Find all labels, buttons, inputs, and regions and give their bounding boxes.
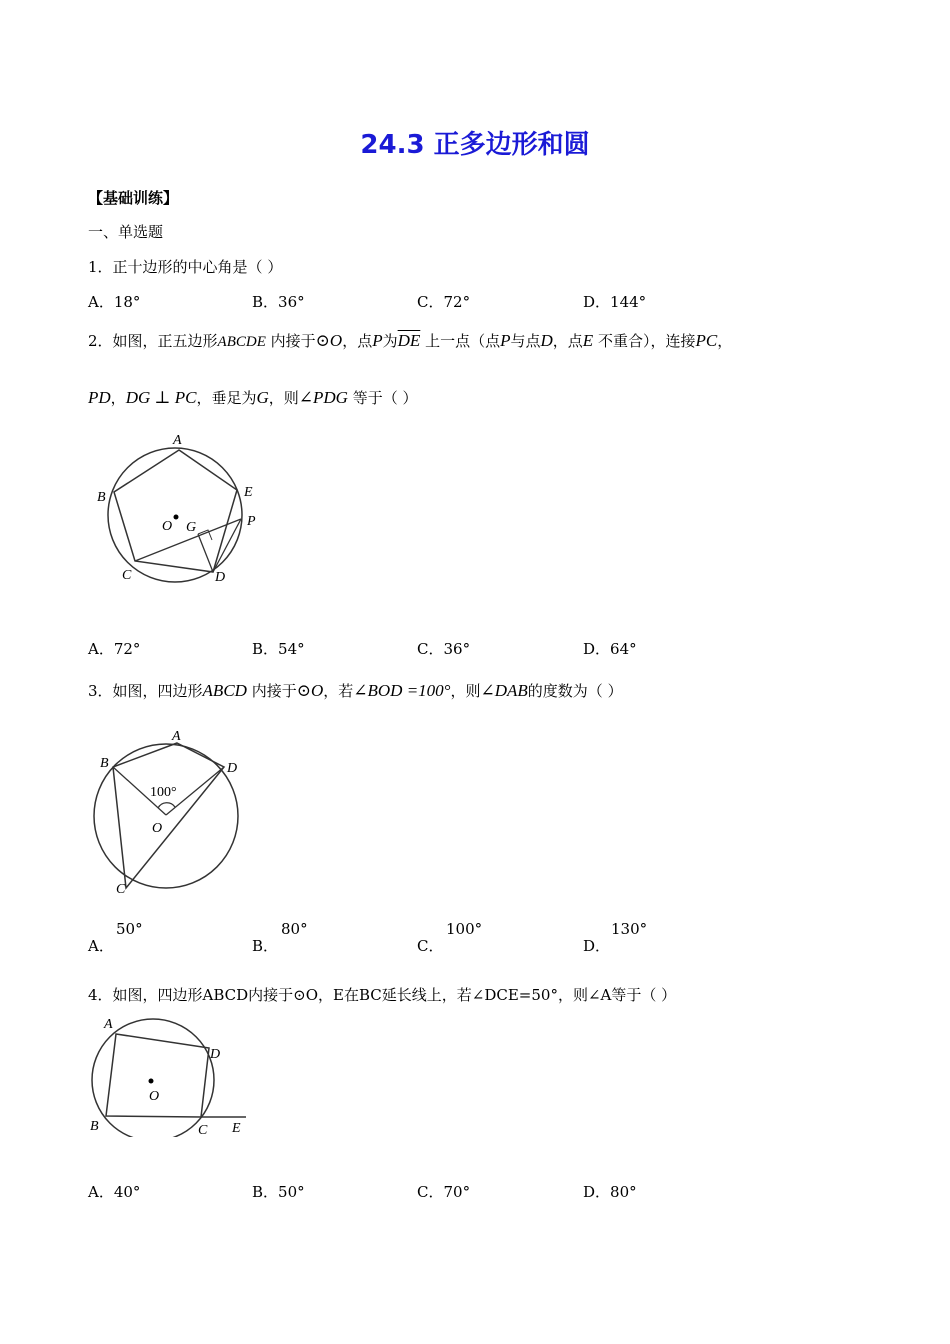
q4-label-a: A <box>104 1017 113 1032</box>
section-heading: 【基础训练】 <box>88 189 179 207</box>
q2-text: ，垂足为 <box>196 389 257 407</box>
q2-math: P <box>500 331 511 350</box>
q2-label-c: C <box>122 568 132 583</box>
q2-arc-math: $\overline{DE}$ <box>397 331 421 350</box>
q4-label-e: E <box>232 1121 241 1136</box>
q3-angle-label: 100° <box>150 785 177 800</box>
q2-math: ∠PDG <box>298 388 348 407</box>
q3-label-b: B <box>100 756 109 771</box>
q2-option-b: B．54° <box>252 640 305 658</box>
q2-label-p: P <box>247 514 256 529</box>
q2-label-o: O <box>162 519 173 534</box>
q4-label-b: B <box>90 1119 99 1134</box>
q3-angle-arc <box>158 803 175 808</box>
q3-option-a-letter: A． <box>88 937 114 955</box>
question-2-line-2 <box>88 387 418 408</box>
q3-label-a: A <box>172 729 181 744</box>
q2-text: 为 <box>382 332 398 350</box>
question-4-stem: 4．如图，四边形ABCD内接于⊙O，E在BC延长线上，若∠DCE=50°，则∠A等于（ ） <box>88 986 677 1004</box>
q2-math: PD <box>88 388 111 407</box>
q2-figure <box>92 430 272 590</box>
q4-option-c: C．70° <box>417 1183 471 1201</box>
q2-math: ABCDE <box>217 334 266 350</box>
q2-segment-dg <box>198 534 213 572</box>
q2-text: 不重合），连接 <box>597 332 696 350</box>
q3-label-d: D <box>227 761 238 776</box>
q2-text: 2．如图，正五边形 <box>88 332 218 350</box>
q4-label-c: C <box>198 1123 208 1137</box>
q2-math: D <box>540 331 553 350</box>
q3-option-c-value: 100° <box>446 920 483 938</box>
q4-option-b: B．50° <box>252 1183 305 1201</box>
q3-math: ∠BOD =100° <box>353 681 451 700</box>
q3-label-c: C <box>116 882 126 897</box>
q3-option-c-letter: C． <box>417 937 444 955</box>
q2-text: ， <box>110 389 126 407</box>
q3-text: 的度数为（ ） <box>527 682 623 700</box>
question-3-stem <box>88 680 623 701</box>
q1-option-a: A．18° <box>88 293 141 311</box>
q3-option-a-value: 50° <box>116 920 143 938</box>
q3-text: 3．如图，四边形 <box>88 682 203 700</box>
q1-option-c: C．72° <box>417 293 471 311</box>
q3-quadrilateral <box>113 743 224 888</box>
q2-text: 与点 <box>510 332 541 350</box>
q4-option-d: D．80° <box>583 1183 637 1201</box>
q1-option-d: D．144° <box>583 293 647 311</box>
q3-option-d-value: 130° <box>611 920 648 938</box>
page-title: 24.3 正多边形和圆 <box>360 130 590 160</box>
q3-figure <box>88 725 248 900</box>
q2-text: ，点 <box>552 332 583 350</box>
question-2-line-1 <box>88 330 732 351</box>
q4-figure <box>86 1012 256 1137</box>
q4-quadrilateral <box>106 1034 209 1117</box>
q2-segment-pd <box>213 519 241 572</box>
q3-math: ∠DAB <box>480 681 528 700</box>
q4-center-dot <box>149 1079 154 1084</box>
q3-option-d-letter: D． <box>583 937 611 955</box>
q2-option-a: A．72° <box>88 640 141 658</box>
q2-math: E <box>582 331 594 350</box>
q2-label-d: D <box>215 570 226 585</box>
q2-pentagon <box>114 450 237 572</box>
q3-text: ，则 <box>450 682 481 700</box>
q2-math: ⊙O <box>315 331 343 350</box>
q3-option-b-value: 80° <box>281 920 308 938</box>
q3-option-b-letter: B． <box>252 937 279 955</box>
q2-center-dot <box>174 515 179 520</box>
q2-text: ，则 <box>268 389 299 407</box>
q2-label-b: B <box>97 490 106 505</box>
q4-label-o: O <box>149 1089 160 1104</box>
q2-text: ， <box>717 332 733 350</box>
q2-label-a: A <box>173 433 182 448</box>
q2-math: P <box>372 331 383 350</box>
q3-label-o: O <box>152 821 163 836</box>
q4-label-d: D <box>210 1047 221 1062</box>
q2-text: 等于（ ） <box>352 389 418 407</box>
q1-option-b: B．36° <box>252 293 305 311</box>
q2-text: 内接于 <box>270 332 316 350</box>
q2-math: DG ⊥ PC <box>125 388 197 407</box>
q2-label-g: G <box>186 520 197 535</box>
q2-option-d: D．64° <box>583 640 637 658</box>
q2-math: G <box>256 388 269 407</box>
q3-text: ，若 <box>323 682 354 700</box>
q3-math: ⊙O <box>296 681 324 700</box>
subsection-heading: 一、单选题 <box>88 223 164 241</box>
q2-label-e: E <box>244 485 253 500</box>
q4-option-a: A．40° <box>88 1183 141 1201</box>
q2-option-c: C．36° <box>417 640 471 658</box>
q2-text: ，点 <box>342 332 373 350</box>
q3-text: 内接于 <box>251 682 297 700</box>
q2-math: PC <box>695 331 718 350</box>
q3-math: ABCD <box>202 681 247 700</box>
question-1-stem: 1．正十边形的中心角是（ ） <box>88 258 283 276</box>
q2-text: 上一点（点 <box>425 332 501 350</box>
